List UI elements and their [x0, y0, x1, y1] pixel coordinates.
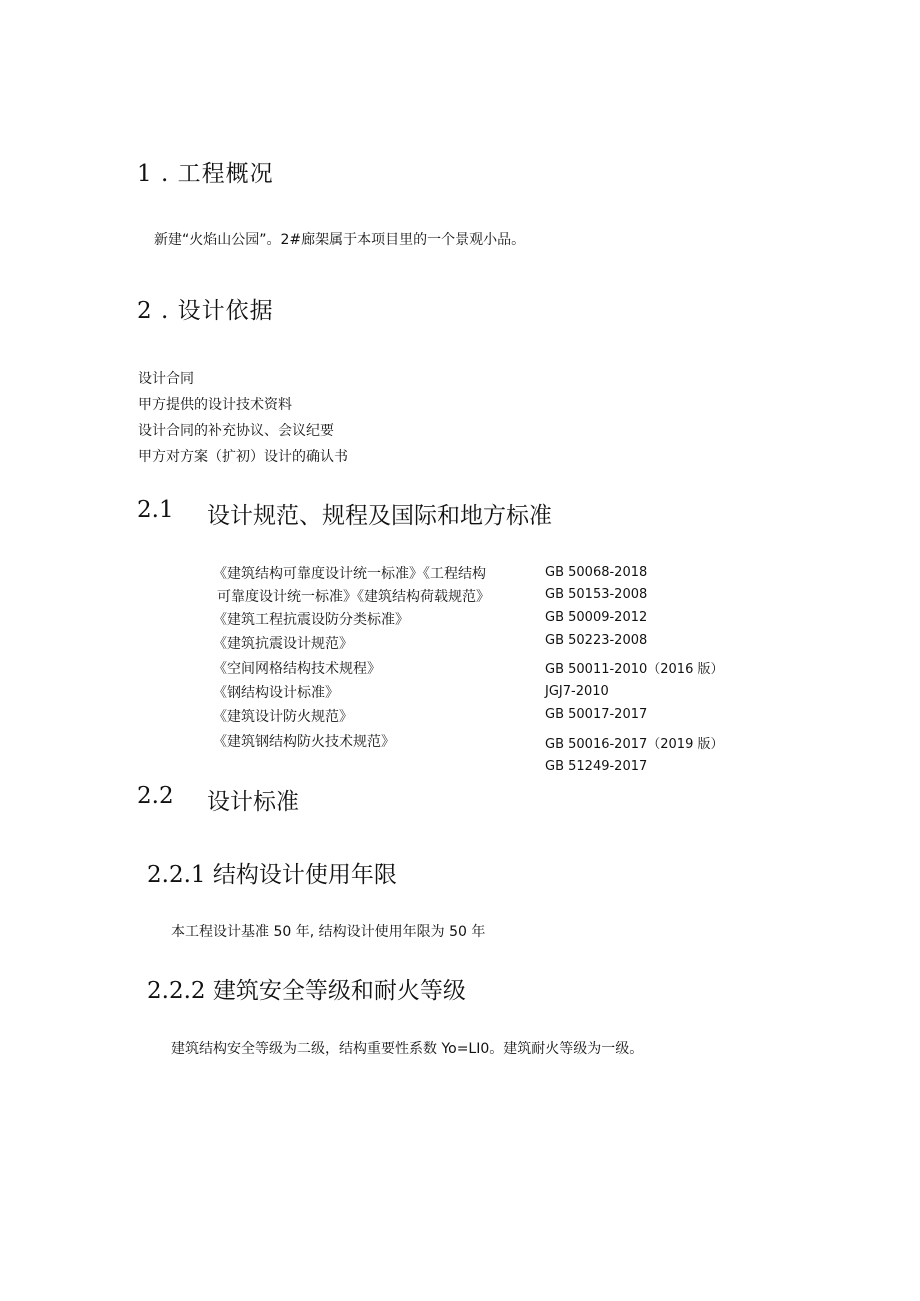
service-life-text: 本工程设计基准 50 年, 结构设计使用年限为 50 年	[171, 924, 486, 940]
standard-code: JGJ7-2010	[545, 684, 609, 699]
safety-grade-text: 建筑结构安全等级为二级，结构重要性系数 Yo=LI0。建筑耐火等级为一级。	[171, 1041, 644, 1057]
standard-name: 《建筑设计防火规范》	[213, 709, 353, 725]
basis-item: 设计合同	[138, 371, 194, 387]
standard-name: 《建筑工程抗震设防分类标准》	[213, 612, 409, 628]
section-2-1-heading	[137, 497, 174, 523]
basis-item: 甲方对方案（扩初）设计的确认书	[138, 449, 348, 465]
section-title: 设计依据	[177, 298, 274, 324]
section-2-heading	[137, 292, 274, 325]
standard-code: GB 50009-2012	[545, 610, 648, 625]
section-2-2-heading	[137, 783, 174, 809]
standard-name: 《建筑钢结构防火技术规范》	[213, 734, 395, 750]
standard-code: GB 50068-2018	[545, 565, 648, 580]
basis-item: 甲方提供的设计技术资料	[138, 397, 292, 413]
standard-name: 《建筑结构可靠度设计统一标准》《工程结构	[213, 566, 486, 582]
standard-code: GB 50016-2017（2019 版）	[545, 737, 724, 752]
standard-name: 《建筑抗震设计规范》	[213, 636, 353, 652]
project-overview-text: 新建“火焰山公园”。2#廊架属于本项目里的一个景观小品。	[154, 232, 526, 248]
section-number: 2 .	[137, 298, 170, 324]
section-title: 设计标准	[207, 789, 299, 815]
standard-code: GB 50153-2008	[545, 587, 648, 602]
section-2-2-1-heading: 2.2.1 结构设计使用年限	[147, 862, 397, 888]
section-title: 设计规范、规程及国际和地方标准	[207, 503, 552, 529]
standard-code: GB 51249-2017	[545, 759, 648, 774]
section-number: 1 .	[137, 161, 170, 187]
standard-code: GB 50017-2017	[545, 707, 648, 722]
standard-name: 《钢结构设计标准》	[213, 685, 339, 701]
section-1-heading	[137, 155, 274, 188]
standard-name: 可靠度设计统一标准》《建筑结构荷载规范》	[217, 589, 490, 605]
standard-code: GB 50223-2008	[545, 633, 648, 648]
standard-name: 《空间网格结构技术规程》	[213, 661, 381, 677]
section-number: 2.1	[137, 497, 174, 523]
basis-item: 设计合同的补充协议、会议纪要	[138, 423, 334, 439]
section-title: 工程概况	[177, 161, 274, 187]
section-number: 2.2	[137, 783, 174, 809]
standard-code: GB 50011-2010（2016 版）	[545, 662, 724, 677]
section-2-2-2-heading: 2.2.2 建筑安全等级和耐火等级	[147, 978, 466, 1004]
